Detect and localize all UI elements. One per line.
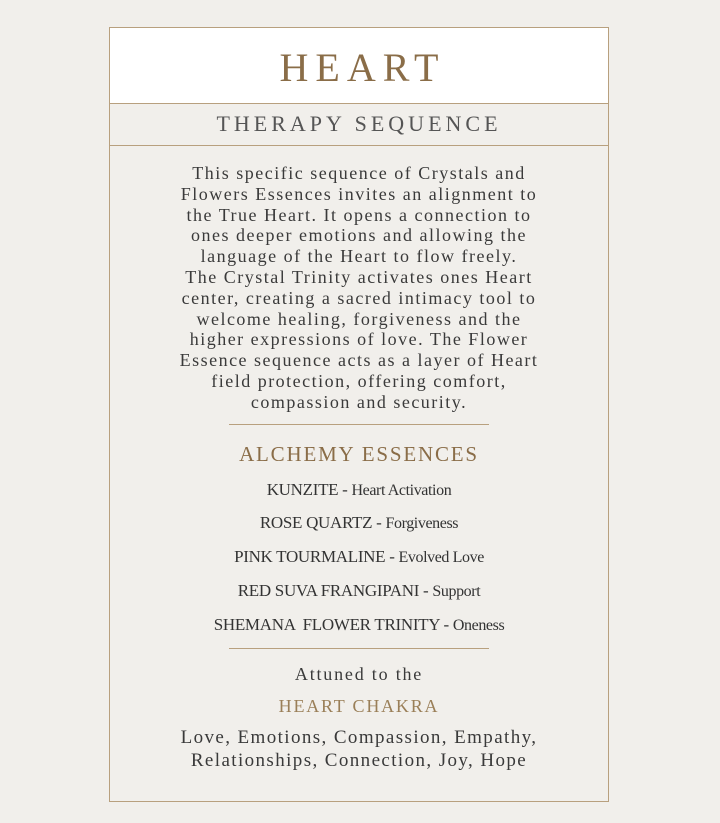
description-paragraph	[139, 163, 579, 413]
description-line: ones deeper emotions and allowing the	[191, 225, 527, 246]
description-line: field protection, offering comfort,	[211, 370, 507, 391]
essence-item	[110, 513, 608, 547]
description-line: The Crystal Trinity activates ones Heart	[185, 266, 533, 287]
essence-name: ROSE QUARTZ	[259, 513, 373, 533]
essence-name: RED SUVA FRANGIPANI	[237, 580, 420, 600]
essence-item	[110, 615, 608, 649]
description-line: compassion and security.	[250, 391, 468, 412]
essence-list	[110, 480, 608, 649]
description-line: language of the Heart to flow freely.	[200, 246, 518, 267]
essence-separator: -	[439, 614, 453, 634]
essence-separator: -	[385, 547, 399, 567]
essence-separator: -	[372, 513, 386, 533]
essence-item	[110, 547, 608, 581]
essence-item	[110, 581, 608, 615]
essence-purpose: Heart Activation	[351, 481, 452, 499]
essence-name: PINK TOURMALINE	[234, 547, 386, 567]
essence-separator: -	[419, 580, 433, 600]
description-line: higher expressions of love. The Flower	[189, 329, 529, 350]
therapy-card	[109, 27, 609, 802]
chakra-intro: Attuned to the	[294, 663, 424, 684]
description-line: center, creating a sacred intimacy tool to	[181, 287, 537, 308]
essence-purpose: Support	[432, 582, 481, 600]
description-line: welcome healing, forgiveness and the	[196, 308, 522, 329]
description-line: Essence sequence acts as a layer of Heart	[179, 350, 539, 371]
essence-purpose: Oneness	[452, 616, 505, 634]
page-subtitle: THERAPY SEQUENCE	[216, 110, 502, 136]
quality-line: Relationships, Connection, Joy, Hope	[190, 749, 528, 771]
quality-line: Love, Emotions, Compassion, Empathy,	[180, 726, 538, 748]
essence-name: SHEMANA FLOWER TRINITY	[213, 614, 440, 634]
essence-item	[110, 480, 608, 514]
essence-purpose: Forgiveness	[385, 515, 459, 533]
chakra-name: HEART CHAKRA	[278, 695, 440, 716]
description-line: This specific sequence of Crystals and	[192, 163, 526, 183]
chakra-qualities	[110, 726, 608, 772]
page-title: HEART	[279, 45, 446, 90]
title-band	[110, 28, 608, 104]
description-line: Flowers Essences invites an alignment to	[180, 183, 538, 204]
essence-separator: -	[338, 479, 352, 499]
essence-name: KUNZITE	[266, 479, 339, 499]
subtitle-band	[110, 104, 608, 146]
divider	[229, 424, 489, 425]
divider	[229, 648, 489, 649]
description-line: the True Heart. It opens a connection to	[186, 204, 532, 225]
essence-purpose: Evolved Love	[398, 549, 484, 567]
essences-heading: ALCHEMY ESSENCES	[239, 441, 479, 466]
